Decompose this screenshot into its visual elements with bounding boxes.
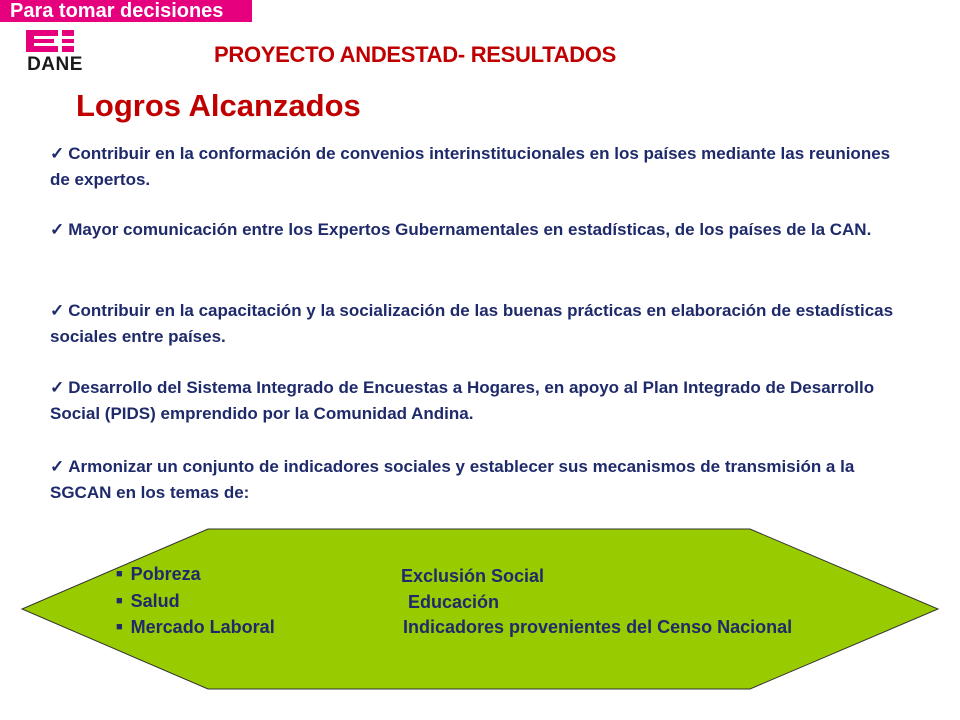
check-icon: ✓	[50, 457, 65, 476]
bullet-item	[50, 298, 910, 350]
topic-item: Educación	[408, 592, 500, 612]
topic-item: ■ Pobreza	[116, 564, 201, 584]
bullet-item	[50, 375, 910, 427]
check-icon: ✓	[50, 378, 65, 397]
bullet-text: Armonizar un conjunto de indicadores sociales y establecer sus mecanismos de transmisión a la SGCAN en los temas de:	[50, 457, 855, 502]
topic-item: Exclusión Social	[401, 566, 545, 586]
check-icon: ✓	[50, 301, 65, 320]
logo-text: DANE	[27, 54, 83, 75]
check-icon: ✓	[50, 220, 65, 239]
check-icon: ✓	[50, 144, 65, 163]
topic-item: Indicadores provenientes del Censo Nacional	[403, 617, 793, 637]
bullet-item	[50, 141, 910, 193]
page-title: PROYECTO ANDESTAD- RESULTADOS	[214, 42, 616, 67]
bullet-text: Contribuir en la conformación de convenios interinstitucionales en los países mediante las reuniones de expertos.	[50, 144, 891, 189]
topic-item: ■ Mercado Laboral	[116, 617, 275, 637]
square-bullet-icon: ■	[116, 621, 123, 633]
tagline-banner: Para tomar decisiones	[0, 0, 252, 22]
square-bullet-icon: ■	[116, 595, 123, 607]
bullet-item	[50, 217, 910, 243]
bullet-text: Contribuir en la capacitación y la socialización de las buenas prácticas en elaboración de estadísticas sociales entre países.	[50, 301, 894, 346]
page-subtitle: Logros Alcanzados	[76, 88, 361, 123]
topic-item: ■ Salud	[116, 591, 180, 611]
bullet-text: Mayor comunicación entre los Expertos Gubernamentales en estadísticas, de los países de la CAN.	[68, 220, 872, 239]
bullet-text: Desarrollo del Sistema Integrado de Encuestas a Hogares, en apoyo al Plan Integrado de Desarrollo Social (PIDS) emprendido por la Comunidad Andina.	[50, 378, 875, 423]
bullet-item	[50, 454, 910, 506]
square-bullet-icon: ■	[116, 568, 123, 580]
